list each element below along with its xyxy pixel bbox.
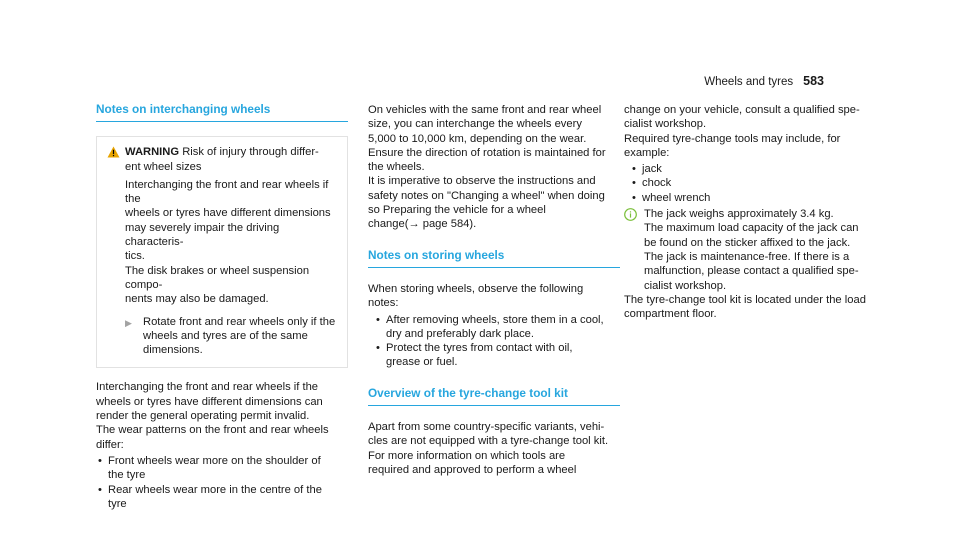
storing-list: [368, 313, 620, 370]
column-1: [96, 102, 348, 513]
paragraph: [96, 380, 348, 451]
warning-body-line: Interchanging the front and rear wheels if the: [125, 178, 329, 206]
instruction-line: Rotate front and rear wheels only if the: [143, 315, 336, 328]
paragraph: [624, 103, 876, 160]
paragraph: [368, 282, 620, 311]
text-line: Apart from some country-specific variants, vehi-: [368, 421, 605, 434]
text-line: safety notes on "Changing a wheel" when doing: [368, 189, 605, 202]
column-2: [368, 103, 620, 479]
text-line: dry and preferably dark place.: [386, 327, 535, 340]
text-line: Rear wheels wear more in the centre of the: [108, 483, 322, 496]
instruction-line: dimensions.: [143, 344, 203, 357]
text-line: Interchanging the front and rear wheels if the: [96, 381, 319, 394]
warning-body-line: tics.: [125, 250, 145, 263]
text-line: For more information on which tools are: [368, 449, 566, 462]
page-number: 583: [803, 74, 824, 88]
paragraph: [368, 103, 620, 232]
text-line: Protect the tyres from contact with oil,: [386, 342, 573, 355]
text-line: example:: [624, 146, 670, 159]
warning-body-line: nents may also be damaged.: [125, 293, 269, 306]
warning-label: WARNING: [125, 146, 180, 159]
warning-body-line: The disk brakes or wheel suspension compo-: [125, 264, 310, 291]
wear-list: [96, 454, 348, 511]
warning-box: [96, 136, 348, 368]
text-line: so Preparing the vehicle for a wheel: [368, 204, 546, 217]
text-line: tyre: [108, 497, 127, 510]
warning-body-line: wheels or tyres have different dimensions: [125, 207, 331, 220]
tip-line: The jack weighs approximately 3.4 kg.: [644, 208, 834, 221]
tip-line: The maximum load capacity of the jack can: [644, 222, 859, 235]
arrow-right-icon: ▶: [125, 317, 132, 328]
text-line: the tyre: [108, 469, 146, 482]
instruction-line: wheels and tyres are of the same: [143, 329, 308, 342]
paragraph: [624, 293, 876, 322]
text-line: cialist workshop.: [624, 118, 707, 131]
text-line: The wear patterns on the front and rear wheels: [96, 424, 329, 437]
paragraph: [368, 420, 620, 477]
text-line: compartment floor.: [624, 308, 717, 321]
info-circle-icon: [624, 207, 644, 293]
text-line: change on your vehicle, consult a qualified spe-: [624, 104, 860, 116]
tip-line: malfunction, please contact a qualified spe-: [644, 265, 859, 278]
list-item: [374, 313, 620, 342]
text-line: required and approved to perform a wheel: [368, 463, 577, 476]
text-line: differ:: [96, 438, 124, 451]
column-3: [624, 103, 876, 323]
tip-line: The jack is maintenance-free. If there is a: [644, 250, 850, 263]
warning-triangle-icon: [107, 145, 125, 174]
text-line: size, you can interchange the wheels every: [368, 118, 582, 131]
list-item: • chock: [630, 176, 876, 190]
page-header: [704, 74, 824, 89]
running-title: Wheels and tyres: [704, 76, 794, 88]
list-item: [96, 454, 348, 483]
text-line: 5,000 to 10,000 km, depending on the wear.: [368, 132, 587, 145]
text-line: After removing wheels, store them in a cool,: [386, 313, 604, 326]
text-line: The tyre-change tool kit is located under the load: [624, 293, 866, 306]
warning-body: [105, 178, 339, 307]
warning-instruction: [143, 315, 335, 358]
tip-line: be found on the sticker affixed to the jack.: [644, 236, 851, 249]
list-item: • jack: [630, 162, 876, 176]
list-item: • wheel wrench: [630, 191, 876, 205]
text-line: On vehicles with the same front and rear wheel: [368, 104, 602, 116]
text-line: grease or fuel.: [386, 356, 458, 369]
tip-note: [624, 207, 876, 293]
text-line: Front wheels wear more on the shoulder of: [108, 454, 321, 467]
text-line: When storing wheels, observe the following: [368, 282, 584, 295]
tool-list: [624, 162, 876, 205]
text-line: render the general operating permit invalid.: [96, 410, 310, 423]
text-line: Ensure the direction of rotation is maintained for: [368, 146, 606, 159]
list-item: [96, 483, 348, 512]
text-line: notes:: [368, 297, 399, 310]
tip-line: cialist workshop.: [644, 279, 727, 292]
text-line: wheels or tyres have different dimensions can: [96, 395, 323, 408]
section-heading-interchanging: Notes on interchanging wheels: [96, 102, 348, 122]
section-heading-storing: Notes on storing wheels: [368, 248, 620, 268]
text-line: It is imperative to observe the instructions and: [368, 175, 596, 188]
page-reference-link[interactable]: change(→ page 584).: [368, 218, 477, 231]
text-line: the wheels.: [368, 161, 425, 174]
warning-summary-line: ent wheel sizes: [125, 160, 202, 173]
warning-body-line: may severely impair the driving characteris-: [125, 221, 280, 249]
list-item: [374, 341, 620, 370]
text-line: Required tyre-change tools may include, for: [624, 132, 841, 145]
section-heading-toolkit: Overview of the tyre-change tool kit: [368, 386, 620, 406]
text-line: cles are not equipped with a tyre-change tool kit.: [368, 435, 609, 448]
warning-summary-line: Risk of injury through differ-: [182, 146, 319, 159]
